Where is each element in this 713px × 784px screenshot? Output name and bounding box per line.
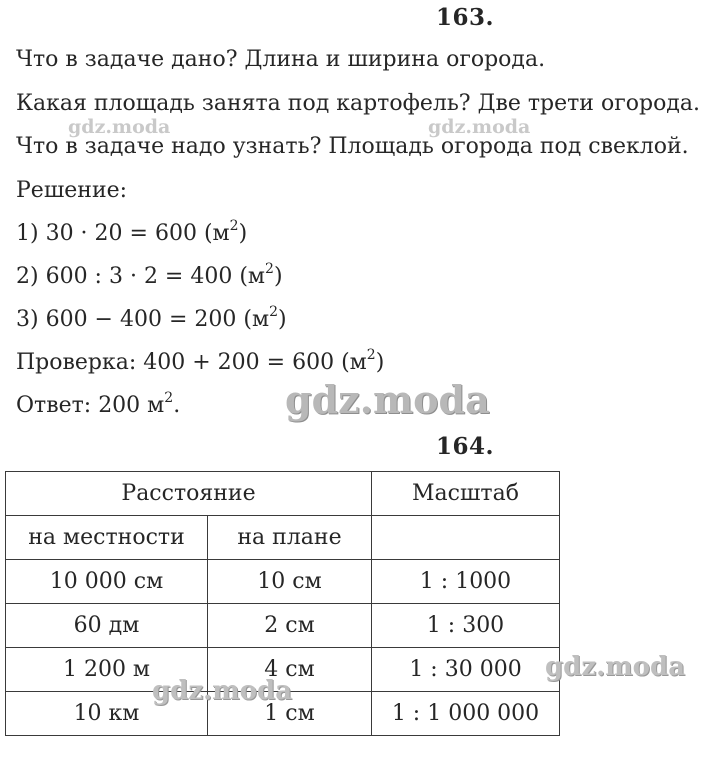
solution-check: Проверка: 400 + 200 = 600 $(м^2)$: [16, 346, 385, 375]
subheader-on-ground: на местности: [6, 516, 208, 560]
task-164-number: 164.: [436, 433, 495, 460]
watermark: gdz.moda: [545, 652, 686, 682]
solution-label: Решение:: [16, 178, 128, 203]
watermark: gdz.moda: [68, 116, 171, 138]
watermark: gdz.moda: [428, 116, 531, 138]
solution-step-2: 2) 600 : 3 · 2 = 400 $(м^2)$: [16, 260, 283, 289]
cell-ground: 10 км: [6, 692, 208, 736]
cell-plan: 2 см: [208, 604, 372, 648]
watermark: gdz.moda: [152, 676, 293, 706]
header-scale: Масштаб: [372, 472, 560, 516]
solution-step-1: 1) 30 · 20 = 600 $(м^2)$: [16, 217, 248, 246]
cell-scale: 1 : 300: [372, 604, 560, 648]
table-header-row: [6, 472, 560, 516]
watermark: gdz.moda: [285, 377, 490, 422]
question-find: Что в задаче надо узнать? Площадь огорода под свеклой.: [16, 134, 689, 159]
task-163-number: 163.: [436, 4, 495, 31]
question-given: Что в задаче дано? Длина и ширина огорода.: [16, 47, 546, 72]
question-potato-area: Какая площадь занята под картофель? Две трети огорода.: [16, 91, 700, 116]
cell-plan: 10 см: [208, 560, 372, 604]
cell-ground: 60 дм: [6, 604, 208, 648]
cell-scale: 1 : 1000: [372, 560, 560, 604]
table-row: [6, 604, 560, 648]
cell-scale: 1 : 1 000 000: [372, 692, 560, 736]
table-row: [6, 560, 560, 604]
table-subheader-row: [6, 516, 560, 560]
subheader-empty: [372, 516, 560, 560]
subheader-on-plan: на плане: [208, 516, 372, 560]
cell-scale: 1 : 30 000: [372, 648, 560, 692]
cell-ground: 1 200 м: [6, 648, 208, 692]
solution-step-3: 3) 600 − 400 = 200 $(м^2)$: [16, 303, 287, 332]
cell-ground: 10 000 см: [6, 560, 208, 604]
header-distance: Расстояние: [6, 472, 372, 516]
cell-plan: 1 см: [208, 692, 372, 736]
cell-plan: 4 см: [208, 648, 372, 692]
solution-answer: Ответ: 200 $м^2$.: [16, 389, 181, 418]
